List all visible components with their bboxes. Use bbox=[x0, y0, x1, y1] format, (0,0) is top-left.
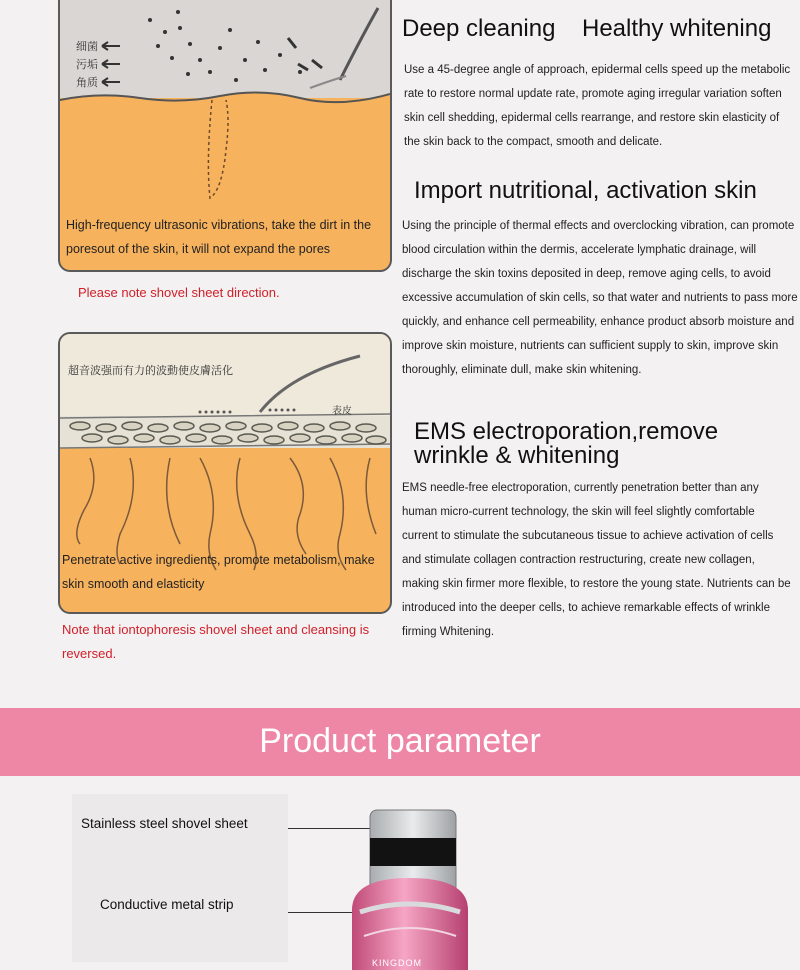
import-nutrition-heading: Import nutritional, activation skin bbox=[414, 177, 757, 204]
deep-cleaning-illustration bbox=[58, 0, 392, 272]
banner-title: Product parameter bbox=[259, 722, 541, 760]
shovel-direction-note: Please note shovel sheet direction. bbox=[78, 285, 280, 300]
ems-heading-line1: EMS electroporation,remove bbox=[414, 418, 719, 445]
deep-cleaning-text: Use a 45-degree angle of approach, epidermal cells speed up the metabolic rate to restore normal update rate, promote aging irregular variation soften skin cell shedding, epidermal cells rearrange, and restore skin elasticity of the skin back to the compact, smooth and delicate. bbox=[404, 64, 791, 148]
ems-text: EMS needle-free electroporation, currently penetration better than any human micro-current technology, the skin will feel slightly comfortable current to stimulate the subcutaneous tissue to achieve activation of cells and stimulate collagen contraction restructuring, create new collagen, making skin firmer more flexible, to restore the young state. Nutrients can be introduced into the deeper cells, to achieve remarkable effects of wrinkle firming Whitening. bbox=[402, 482, 791, 638]
iontophoresis-note: Note that iontophoresis shovel sheet and cleansing is reversed. bbox=[62, 622, 370, 661]
ultrasonic-chinese-title: 超音波强而有力的波動使皮膚活化 bbox=[68, 365, 233, 377]
import-nutrition-text: Using the principle of thermal effects and overclocking vibration, can promote blood circulation within the dermis, accelerate lymphatic drainage, will discharge the skin toxins deposited in deep, remove aging cells, to avoid excessive accumulation of skin cells, so that water and nutrients to pass more quickly, and enhance cell permeability, enhance product absorb moisture and improve skin moisture, nutrients can sufficient supply to skin, improve skin thoroughly, eliminate dull, make skin whitening. bbox=[402, 220, 798, 376]
panel1-caption: High-frequency ultrasonic vibrations, take the dirt in the poresout of the skin, it will not expand the pores bbox=[66, 218, 372, 256]
device-brand: KINGDOM bbox=[372, 958, 423, 968]
panel2-caption: Penetrate active ingredients, promote metabolism, make skin smooth and elasticity bbox=[62, 553, 375, 591]
bacteria-label: 细菌 bbox=[76, 41, 98, 53]
epidermis-label: 表皮 bbox=[332, 406, 352, 417]
activation-illustration bbox=[58, 332, 392, 614]
dirt-label: 污垢 bbox=[76, 59, 98, 71]
healthy-whitening-heading: Healthy whitening bbox=[582, 15, 772, 42]
deep-cleaning-heading: Deep cleaning bbox=[402, 15, 556, 42]
keratin-label: 角质 bbox=[76, 77, 98, 89]
metal-strip-label: Conductive metal strip bbox=[100, 897, 234, 912]
product-parameter-banner bbox=[0, 708, 800, 776]
ems-heading-line2: wrinkle & whitening bbox=[414, 442, 620, 469]
ultrasonic-skin-scrubber-device bbox=[330, 800, 490, 970]
shovel-sheet-label: Stainless steel shovel sheet bbox=[81, 816, 248, 831]
